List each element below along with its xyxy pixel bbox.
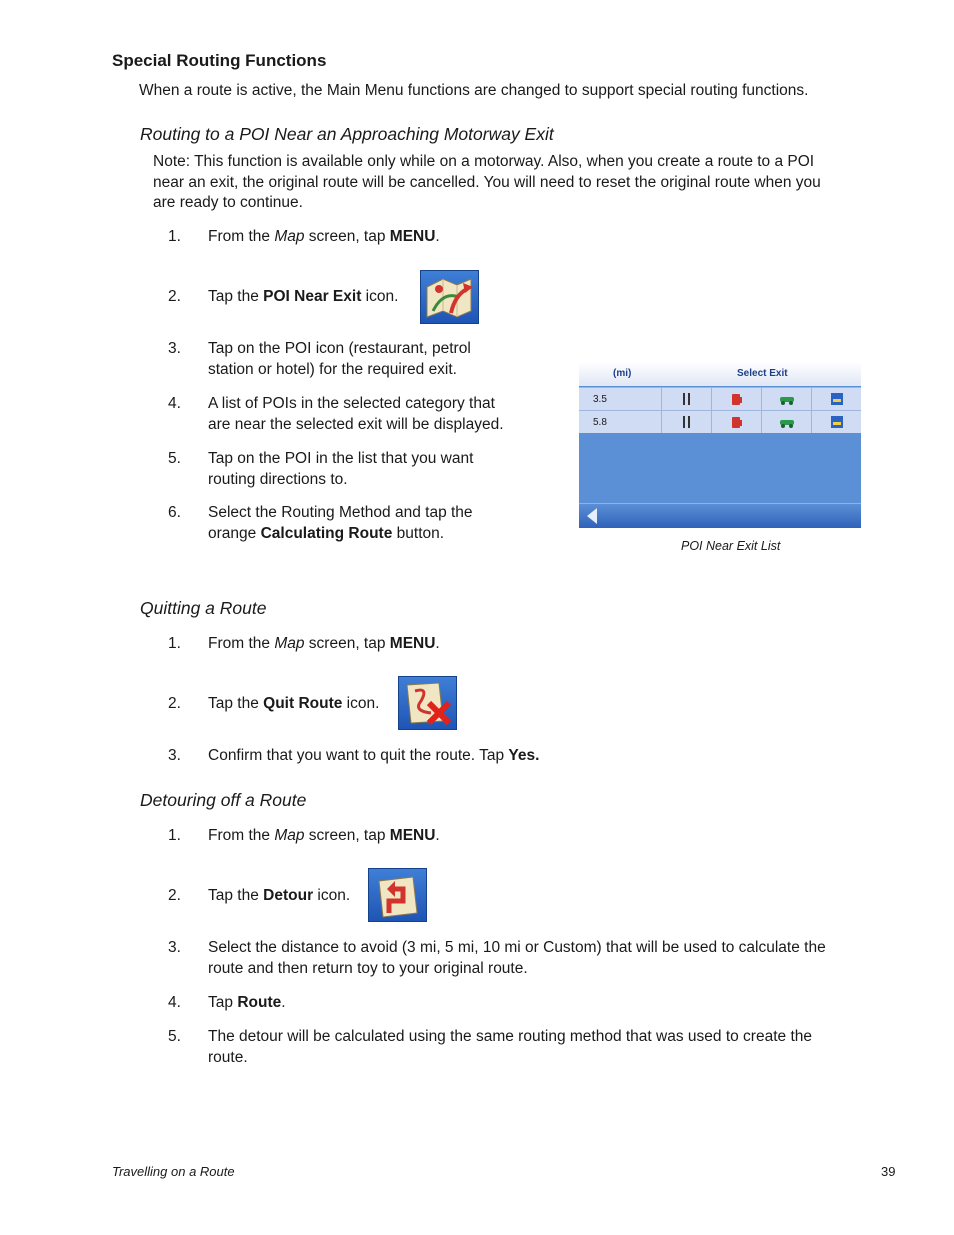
step-number: 2. xyxy=(168,695,181,712)
poi-near-exit-icon[interactable] xyxy=(420,270,479,324)
exit-distance: 3.5 xyxy=(593,393,607,405)
exit-row[interactable] xyxy=(579,387,861,410)
poi-near-exit-screen xyxy=(579,362,861,528)
step-number: 4. xyxy=(168,994,181,1011)
step-number: 2. xyxy=(168,288,181,305)
poi-step-3: Tap on the POI icon (restaurant, petrol station or hotel) for the required exit. xyxy=(208,340,471,378)
unit-label: (mi) xyxy=(613,368,632,379)
car-icon[interactable] xyxy=(761,388,811,410)
poi-step-5: Tap on the POI in the list that you want routing directions to. xyxy=(208,450,474,488)
poi-step-4: A list of POIs in the selected category that are near the selected exit will be displayed. xyxy=(208,395,504,433)
restaurant-icon[interactable] xyxy=(661,411,711,433)
poi-heading: Routing to a POI Near an Approaching Motorway Exit xyxy=(140,124,554,144)
step-number: 1. xyxy=(168,635,181,652)
step-number: 6. xyxy=(168,504,181,521)
petrol-icon[interactable] xyxy=(711,411,761,433)
poi-note: Note: This function is available only while on a motorway. Also, when you create a route to a POI near an exit, the original route will be cancelled. You will need to reset the original route when you are ready to continue. xyxy=(153,153,821,211)
hotel-icon[interactable] xyxy=(811,388,861,410)
car-icon[interactable] xyxy=(761,411,811,433)
select-exit-label: Select Exit xyxy=(737,368,788,379)
step-number: 3. xyxy=(168,340,181,357)
quit-route-icon[interactable] xyxy=(398,676,457,730)
step-number: 3. xyxy=(168,747,181,764)
back-arrow-icon[interactable] xyxy=(585,507,599,525)
detour-step-1: From the Map screen, tap MENU. xyxy=(208,827,440,844)
detour-step-3: Select the distance to avoid (3 mi, 5 mi, 10 mi or Custom) that will be used to calculate the route and then return toy to your original route. xyxy=(208,939,826,977)
screen-footer xyxy=(579,503,861,528)
step-number: 5. xyxy=(168,1028,181,1045)
step-number: 1. xyxy=(168,228,181,245)
hotel-icon[interactable] xyxy=(811,411,861,433)
section-title: Special Routing Functions xyxy=(112,51,327,70)
petrol-icon[interactable] xyxy=(711,388,761,410)
step-number: 1. xyxy=(168,827,181,844)
poi-step-2: Tap the POI Near Exit icon. xyxy=(208,288,399,305)
detour-icon[interactable] xyxy=(368,868,427,922)
exit-distance: 5.8 xyxy=(593,416,607,428)
poi-step-1: From the Map screen, tap MENU. xyxy=(208,228,440,245)
step-number: 5. xyxy=(168,450,181,467)
screen-header xyxy=(579,362,861,386)
step-number: 2. xyxy=(168,887,181,904)
footer-chapter: Travelling on a Route xyxy=(112,1164,235,1179)
poi-step-6: Select the Routing Method and tap the orange Calculating Route button. xyxy=(208,504,473,542)
detour-step-4: Tap Route. xyxy=(208,994,286,1011)
detour-heading: Detouring off a Route xyxy=(140,790,307,810)
intro-paragraph: When a route is active, the Main Menu functions are changed to support special routing functions. xyxy=(139,82,809,99)
quit-step-1: From the Map screen, tap MENU. xyxy=(208,635,440,652)
page-number: 39 xyxy=(881,1164,896,1179)
step-number: 4. xyxy=(168,395,181,412)
quit-heading: Quitting a Route xyxy=(140,598,267,618)
detour-step-5: The detour will be calculated using the same routing method that was used to create the route. xyxy=(208,1028,812,1066)
restaurant-icon[interactable] xyxy=(661,388,711,410)
quit-step-3: Confirm that you want to quit the route. Tap Yes. xyxy=(208,747,540,764)
figure-caption: POI Near Exit List xyxy=(681,539,781,553)
exit-row[interactable] xyxy=(579,410,861,433)
step-number: 3. xyxy=(168,939,181,956)
detour-step-2: Tap the Detour icon. xyxy=(208,887,351,904)
quit-step-2: Tap the Quit Route icon. xyxy=(208,695,380,712)
